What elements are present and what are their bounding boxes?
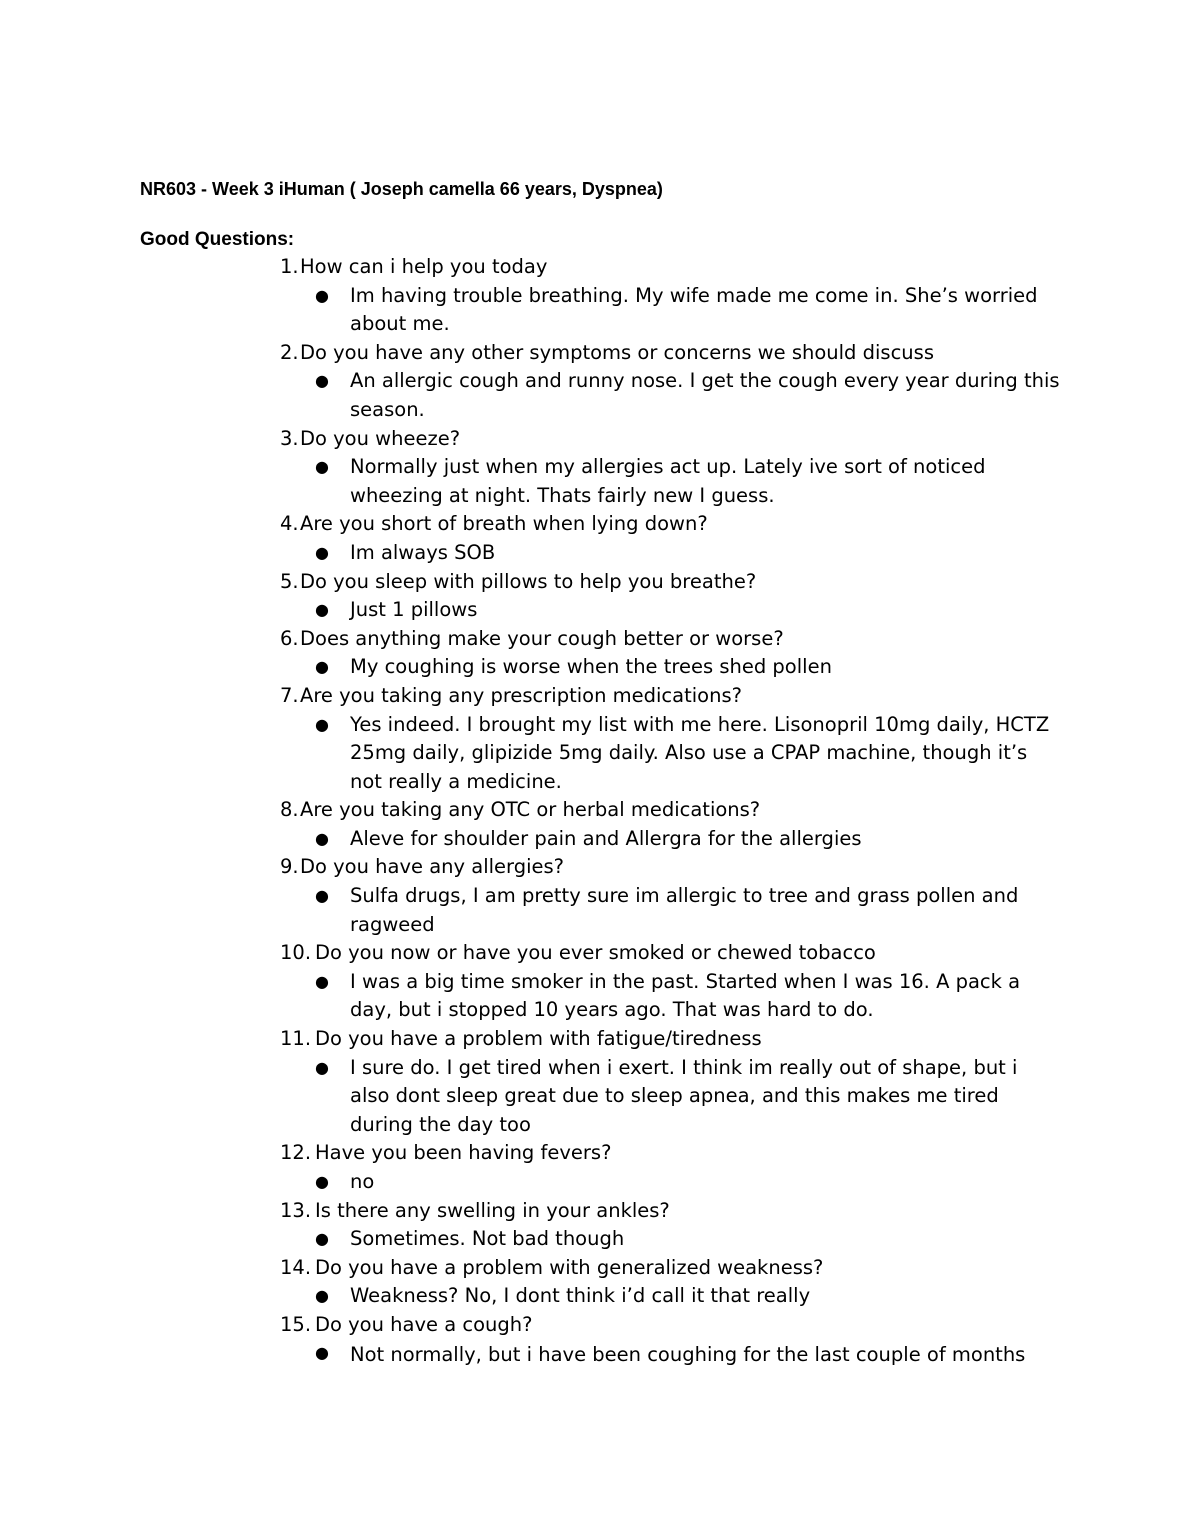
- question-text: Are you short of breath when lying down?: [300, 512, 708, 536]
- answer-text: Im always SOB: [350, 540, 496, 564]
- question-number: 2.: [280, 340, 299, 364]
- question-number: 7.: [280, 683, 299, 707]
- question-text: Have you been having fevers?: [315, 1141, 612, 1165]
- answer: [0, 539, 1062, 568]
- question-number: 1.: [280, 255, 299, 278]
- question: [0, 1254, 1190, 1283]
- answer-text: Sulfa drugs, I am pretty sure im allergic to tree and grass pollen and ragweed: [350, 884, 1019, 936]
- list-item: [0, 510, 1190, 567]
- answer-text: An allergic cough and runny nose. I get the cough every year during this season.: [350, 369, 1060, 421]
- answer-text: Aleve for shoulder pain and Allergra for the allergies: [350, 826, 862, 850]
- document-title: NR603 - Week 3 iHuman ( Joseph camella 66 years, Dyspnea): [140, 179, 663, 199]
- answer-text: Not normally, but i have been coughing for the last couple of months: [350, 1342, 1026, 1366]
- question-number: 9.: [280, 855, 299, 879]
- question: [0, 682, 1190, 711]
- list-item: [0, 682, 1190, 796]
- list-item: [0, 253, 1190, 339]
- list-item: [0, 1197, 1190, 1254]
- question: [0, 425, 1190, 454]
- question: [0, 853, 1190, 882]
- question-number: 10.: [280, 941, 312, 965]
- bullet-icon: ●: [315, 714, 329, 734]
- answer: [0, 1282, 1062, 1311]
- question-number: 5.: [280, 569, 299, 593]
- question: [0, 796, 1190, 825]
- answer: [0, 711, 1062, 797]
- answer-text: no: [350, 1170, 375, 1193]
- answer: [0, 282, 1062, 339]
- answer: [0, 968, 1062, 1025]
- list-item: [0, 853, 1190, 939]
- answer: [0, 453, 1062, 510]
- question: [0, 1139, 1190, 1168]
- bullet-icon: ●: [315, 285, 329, 305]
- answer-text: Sometimes. Not bad though: [350, 1227, 625, 1251]
- question: [0, 339, 1190, 368]
- question-number: 6.: [280, 626, 299, 650]
- bullet-icon: ●: [315, 1286, 329, 1306]
- question-text: Are you taking any OTC or herbal medications?: [300, 798, 761, 822]
- answer-text: My coughing is worse when the trees shed pollen: [350, 655, 832, 679]
- question-text: Do you have a cough?: [315, 1312, 533, 1336]
- answer: [0, 1340, 1062, 1367]
- answer: [0, 367, 1062, 424]
- bullet-icon: ●: [315, 457, 329, 477]
- list-item: [0, 339, 1190, 425]
- question-text: How can i help you today: [300, 255, 548, 278]
- list-item: [0, 796, 1190, 853]
- question: [0, 625, 1190, 654]
- answer: [0, 825, 1062, 854]
- question: [0, 510, 1190, 539]
- question-text: Is there any swelling in your ankles?: [315, 1198, 670, 1222]
- bullet-icon: ●: [315, 1342, 329, 1362]
- question-text: Are you taking any prescription medications?: [300, 683, 742, 707]
- question: [0, 568, 1190, 597]
- answer: [0, 653, 1062, 682]
- question-number: 4.: [280, 512, 299, 536]
- question-text: Does anything make your cough better or worse?: [300, 626, 784, 650]
- answer: [0, 1168, 1062, 1197]
- list-item: [0, 1254, 1190, 1311]
- list-item: [0, 1025, 1190, 1139]
- section-heading: Good Questions:: [140, 229, 295, 250]
- question: [0, 1025, 1190, 1054]
- question-text: Do you sleep with pillows to help you breathe?: [300, 569, 757, 593]
- answer-text: Weakness? No, I dont think i’d call it that really: [350, 1284, 811, 1308]
- answer-text: Just 1 pillows: [350, 598, 478, 622]
- question: [0, 1197, 1190, 1226]
- bullet-icon: ●: [315, 1172, 329, 1191]
- list-item: [0, 1139, 1190, 1196]
- answer: [0, 1054, 1062, 1140]
- question-text: Do you have any other symptoms or concerns we should discuss: [300, 340, 934, 364]
- question: [0, 939, 1190, 968]
- question-number: 13.: [280, 1198, 312, 1222]
- list-item: [0, 568, 1190, 625]
- answer-text: I was a big time smoker in the past. Started when I was 16. A pack a day, but i stopped 10 years ago. That was hard to do.: [350, 969, 1021, 1022]
- bullet-icon: ●: [315, 1229, 329, 1249]
- question-list: [0, 253, 1190, 1367]
- question: [0, 1311, 1190, 1340]
- question-number: 3.: [280, 426, 299, 450]
- bullet-icon: ●: [315, 371, 329, 391]
- question-number: 14.: [280, 1255, 312, 1279]
- question-text: Do you have a problem with generalized weakness?: [315, 1255, 824, 1279]
- bullet-icon: ●: [315, 828, 329, 848]
- bullet-icon: ●: [315, 1057, 329, 1077]
- answer: [0, 1225, 1062, 1254]
- answer-text: I sure do. I get tired when i exert. I think im really out of shape, but i also dont sleep great due to sleep apnea, and this makes me tired during the day too: [350, 1055, 1018, 1136]
- question-number: 12.: [280, 1141, 312, 1165]
- answer-text: Yes indeed. I brought my list with me here. Lisonopril 10mg daily, HCTZ 25mg daily, glipizide 5mg daily. Also use a CPAP machine, though it’s not really a medicine.: [350, 712, 1050, 793]
- bullet-icon: ●: [315, 542, 329, 562]
- answer: [0, 596, 1062, 625]
- question-number: 11.: [280, 1027, 312, 1051]
- list-item: [0, 625, 1190, 682]
- answer-text: Normally just when my allergies act up. Lately ive sort of noticed wheezing at night. Thats fairly new I guess.: [350, 455, 986, 507]
- question-text: Do you wheeze?: [300, 426, 461, 450]
- bullet-icon: ●: [315, 657, 329, 677]
- list-item: [0, 939, 1190, 1025]
- question: [0, 253, 1190, 282]
- answer-text: Im having trouble breathing. My wife made me come in. She’s worried about me.: [350, 283, 1038, 336]
- question-number: 15.: [280, 1312, 312, 1336]
- list-item: [0, 425, 1190, 511]
- bullet-icon: ●: [315, 971, 329, 991]
- question-text: Do you have a problem with fatigue/tiredness: [315, 1027, 762, 1051]
- bullet-icon: ●: [315, 600, 329, 620]
- question-text: Do you have any allergies?: [300, 855, 565, 879]
- list-item: [0, 1311, 1190, 1367]
- answer: [0, 882, 1062, 939]
- question-number: 8.: [280, 798, 299, 822]
- question-text: Do you now or have you ever smoked or chewed tobacco: [315, 941, 876, 965]
- bullet-icon: ●: [315, 886, 329, 906]
